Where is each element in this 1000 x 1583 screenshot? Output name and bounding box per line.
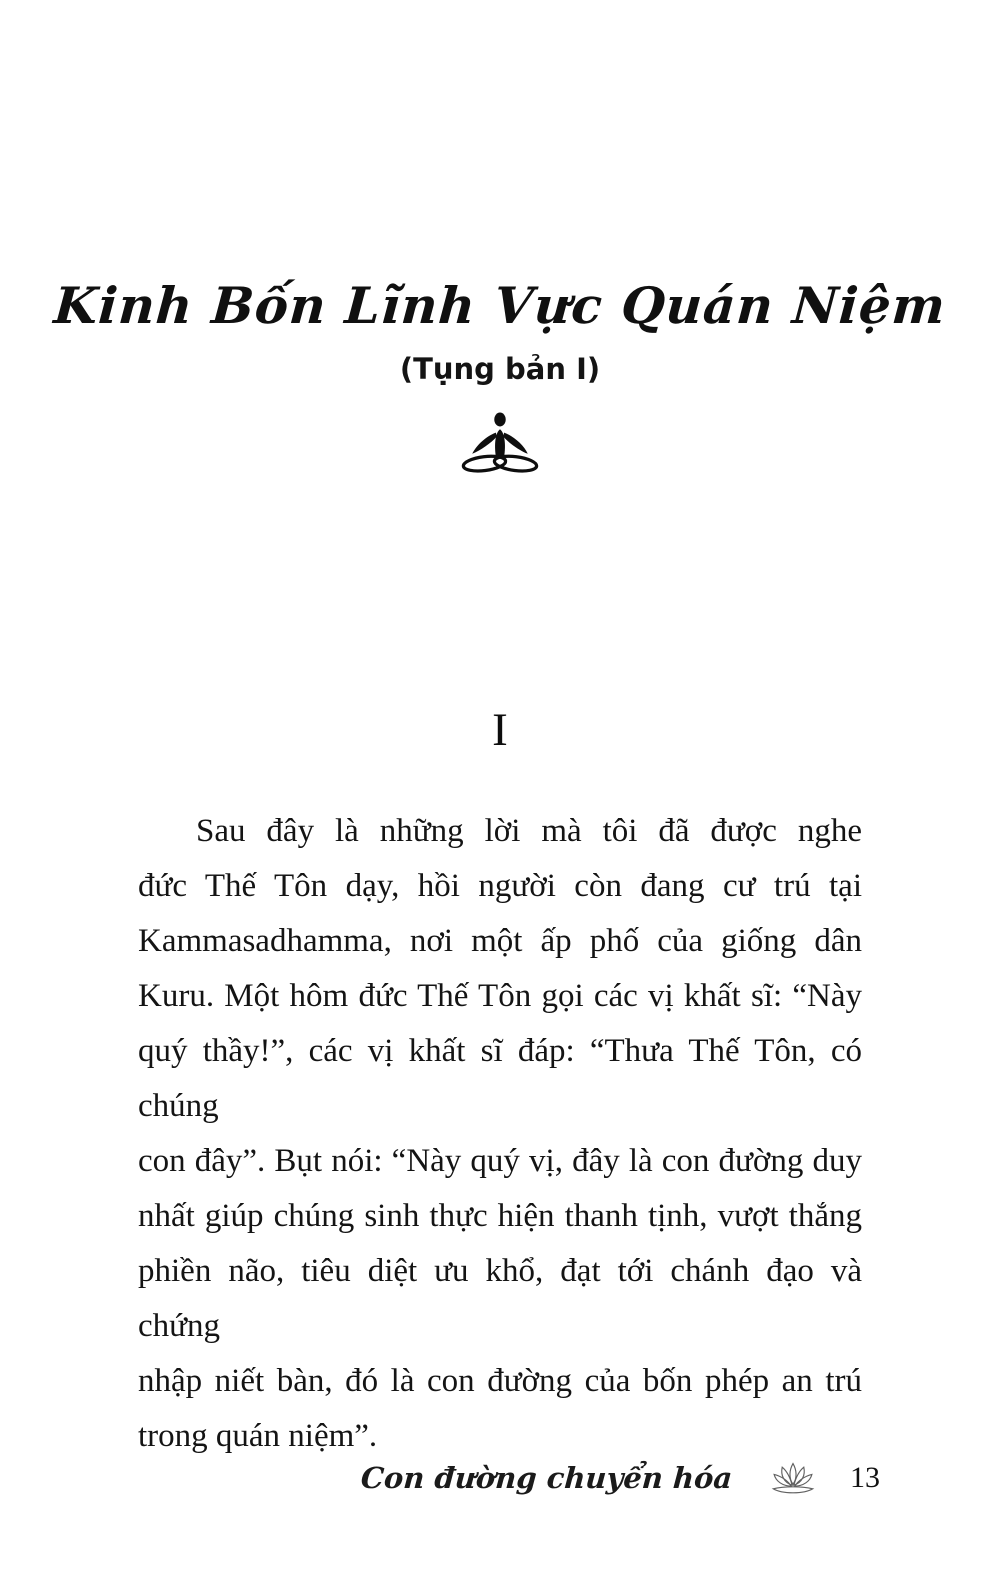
lotus-icon xyxy=(766,1458,820,1498)
body-line: con đây”. Bụt nói: “Này quý vị, đây là con đường duy xyxy=(138,1143,862,1179)
meditation-icon xyxy=(0,408,1000,485)
body-line: Sau đây là những lời mà tôi đã được nghe xyxy=(196,813,862,849)
body-line: trong quán niệm”. xyxy=(138,1418,378,1454)
body-paragraph xyxy=(138,804,862,1464)
body-line: Kammasadhamma, nơi một ấp phố của giống dân xyxy=(138,923,862,959)
body-line: đức Thế Tôn dạy, hồi người còn đang cư trú tại xyxy=(138,868,862,904)
body-line: Kuru. Một hôm đức Thế Tôn gọi các vị khất sĩ: “Này xyxy=(138,978,862,1014)
section-numeral: I xyxy=(492,704,508,756)
body-line: quý thầy!”, các vị khất sĩ đáp: “Thưa Thế Tôn, có chúng xyxy=(138,1033,862,1124)
body-line: nhất giúp chúng sinh thực hiện thanh tịnh, vượt thắng xyxy=(138,1198,862,1234)
chapter-subtitle: (Tụng bản I) xyxy=(399,352,601,386)
page-number: 13 xyxy=(850,1461,880,1494)
body-line: nhập niết bàn, đó là con đường của bốn phép an trú xyxy=(138,1363,862,1399)
page-footer xyxy=(361,1452,880,1504)
chapter-title: Kinh Bốn Lĩnh Vực Quán Niệm xyxy=(52,276,948,335)
body-line: phiền não, tiêu diệt ưu khổ, đạt tới chánh đạo và chứng xyxy=(138,1253,862,1344)
running-title: Con đường chuyển hóa xyxy=(359,1461,734,1495)
